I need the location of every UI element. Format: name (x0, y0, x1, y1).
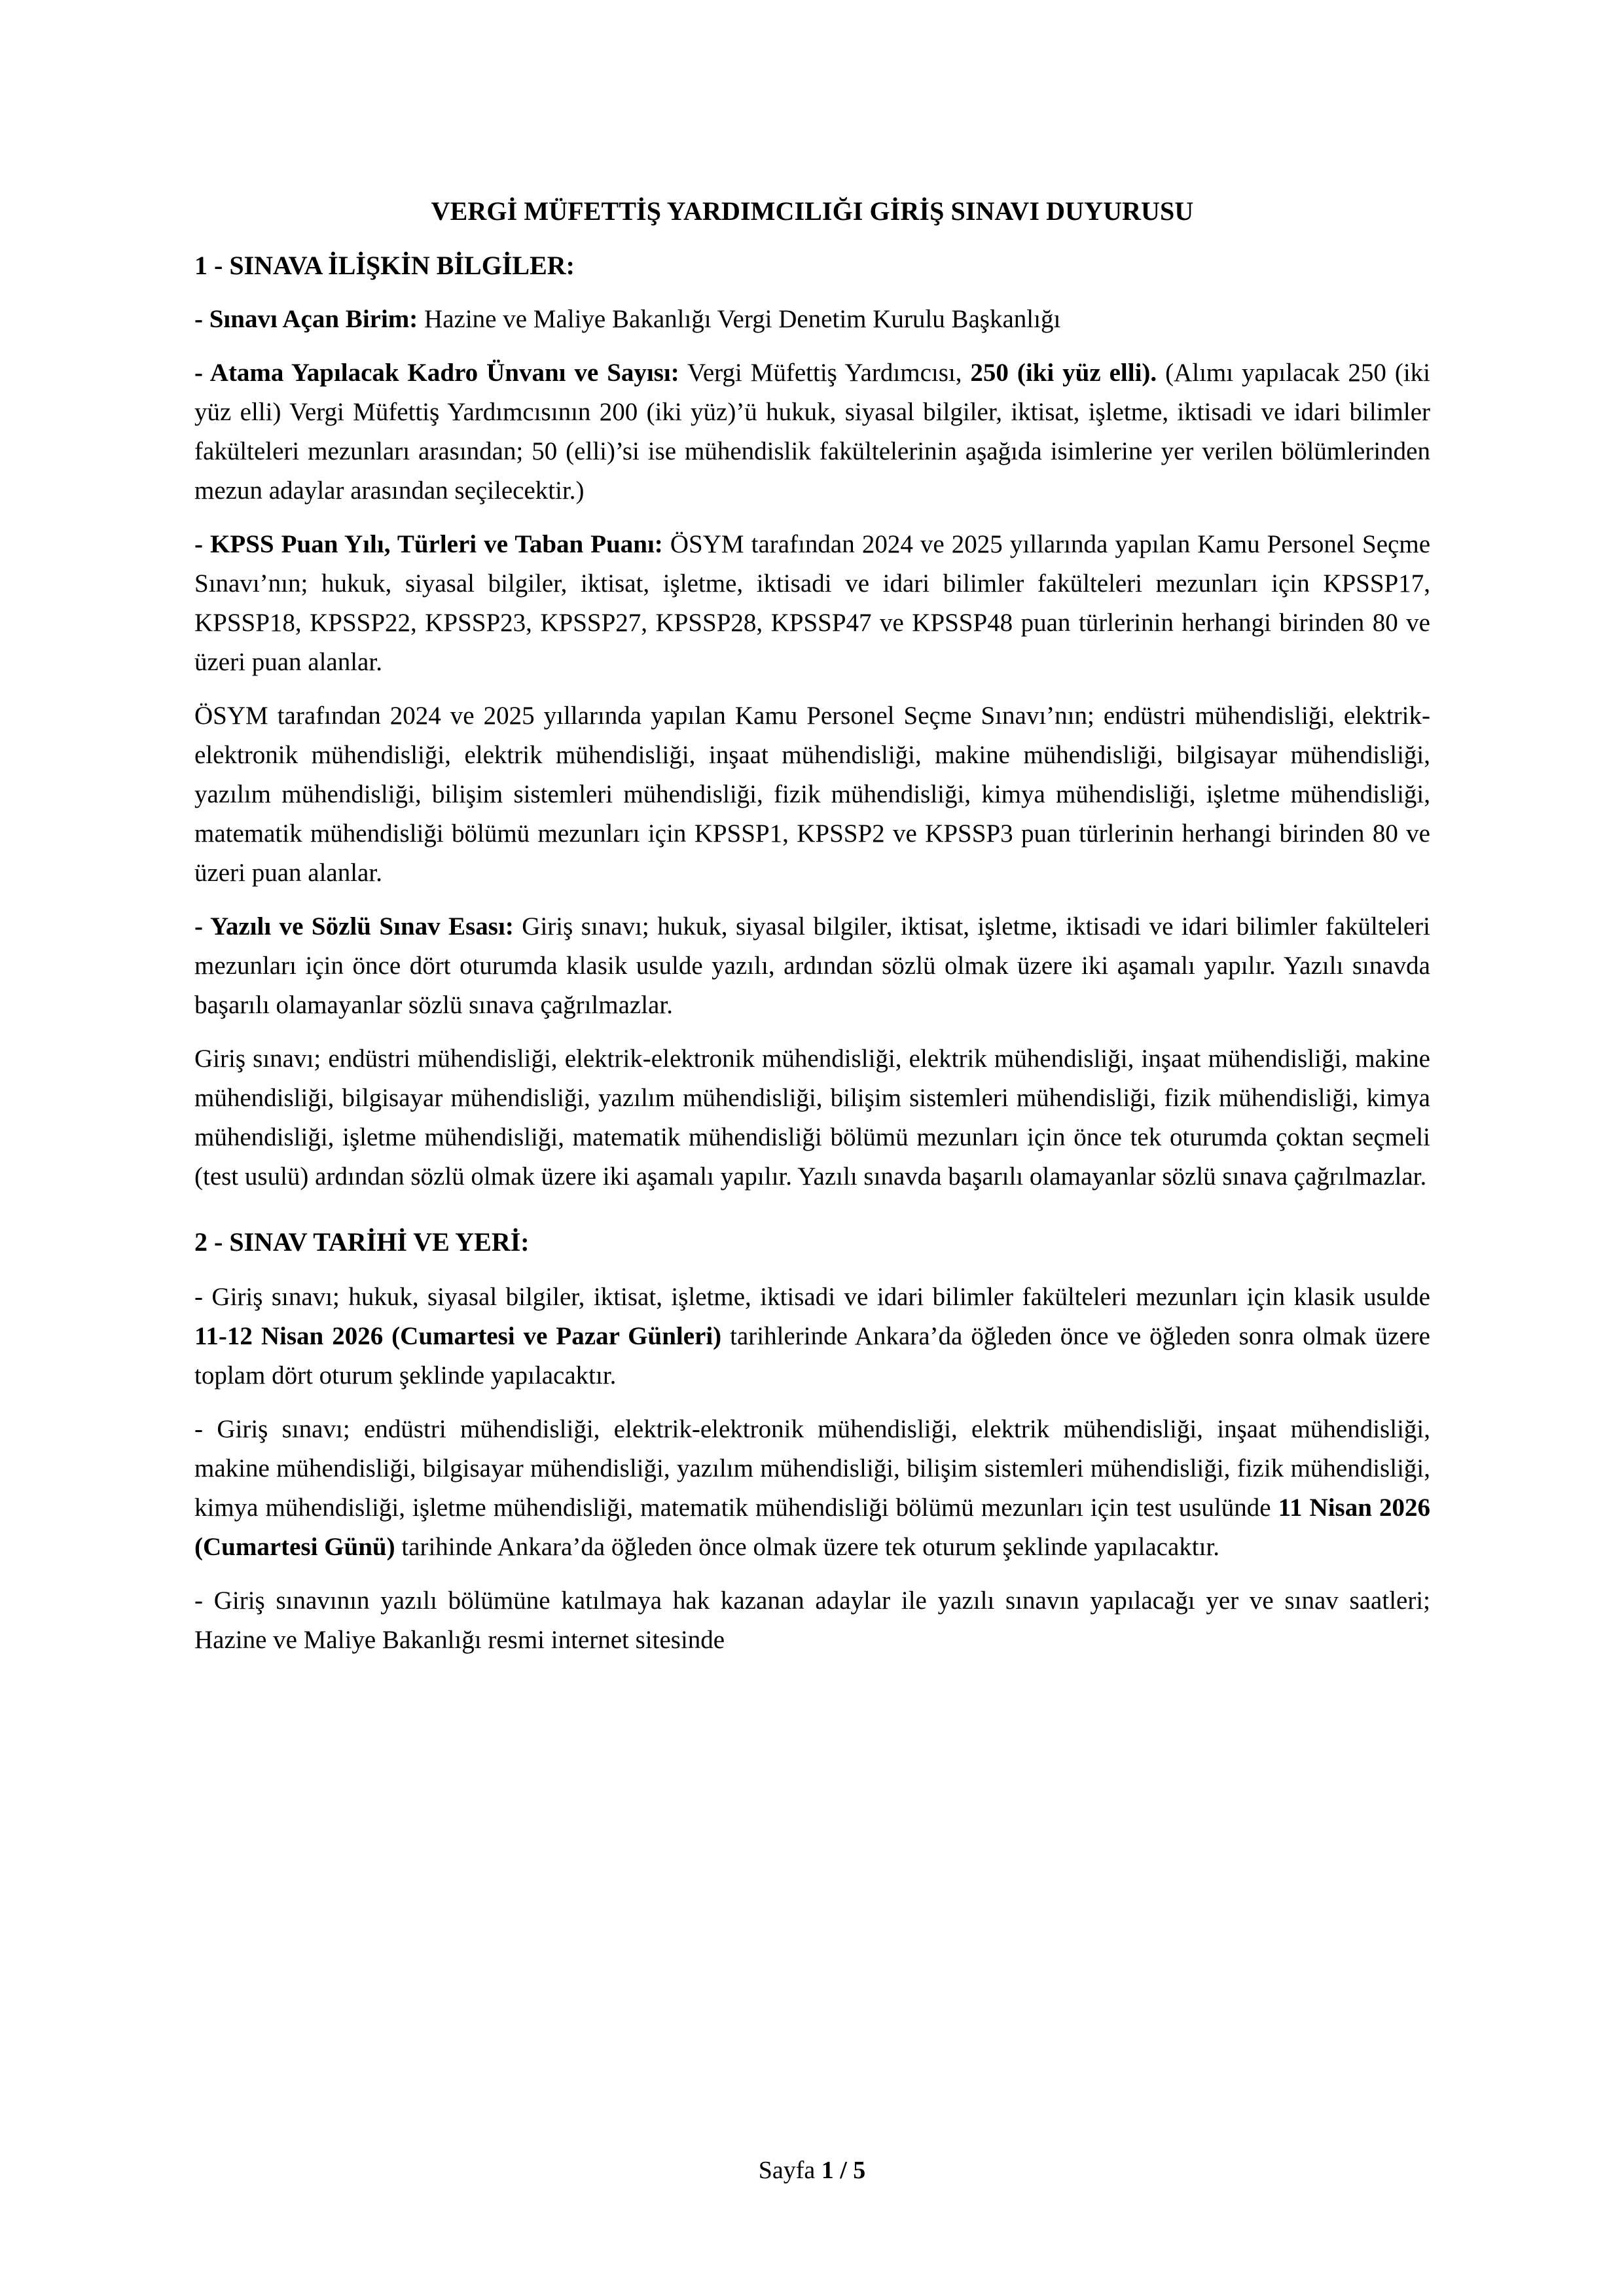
exam-basis-label: - Yazılı ve Sözlü Sınav Esası: (194, 912, 514, 941)
exam-basis-engineering-paragraph: Giriş sınavı; endüstri mühendisliği, elektrik-elektronik mühendisliği, elektrik mühendisliği, inşaat mühendisliği, makine mühendisliği, bilgisayar mühendisliği, yazılım mühendisliği, bilişim sistemleri mühendisliği, fizik mühendisliği, kimya mühendisliği, işletme mühendisliği, matematik mühendisliği bölümü mezunları için önce tek oturumda çoktan seçmeli (test usulü) ardından sözlü olmak üzere iki aşamalı yapılır. Yazılı sınavda başarılı olamayanlar sözlü sınava çağrılmazlar. (194, 1044, 1430, 1191)
exam-date-test-bullet (194, 1410, 1430, 1567)
exam-date-classic-bullet (194, 1278, 1430, 1395)
exam-authority-value: Hazine ve Maliye Bakanlığı Vergi Denetim Kurulu Başkanlığı (418, 304, 1061, 333)
exam-authority-item (194, 300, 1430, 339)
exam-date-test-lead: - Giriş sınavı; endüstri mühendisliği, elektrik-elektronik mühendisliği, elektrik mühendisliği, inşaat mühendisliği, makine mühendisliği, bilgisayar mühendisliği, yazılım mühendisliği, bilişim sistemleri mühendisliği, fizik mühendisliği, kimya mühendisliği, işletme mühendisliği, matematik mühendisliği bölümü mezunları için test usulünde (194, 1414, 1430, 1522)
quota-paragraph: (Alımı yapılacak 250 (iki yüz elli) Vergi Müfettiş Yardımcısının 200 (iki yüz)’ü hukuk, siyasal bilgiler, iktisat, işletme, iktisadi ve idari bilimler fakülteleri mezunları arasından; 50 (elli)’si ise mühendislik fakültelerinin aşağıda isimlerine yer verilen bölümlerinden mezun adaylar arasından seçilecektir.) (194, 358, 1430, 505)
page-footer (0, 2156, 1624, 2186)
exam-date-classic-lead: - Giriş sınavı; hukuk, siyasal bilgiler, iktisat, işletme, iktisadi ve idari bilimler fakülteleri mezunları için klasik usulde (194, 1282, 1430, 1311)
footer-label: Sayfa (758, 2157, 816, 2185)
exam-date-test-tail: tarihinde Ankara’da öğleden önce olmak üzere tek oturum şeklinde yapılacaktır. (395, 1532, 1220, 1561)
section-1-heading: 1 - SINAVA İLİŞKİN BİLGİLER: (194, 250, 575, 280)
exam-basis-item (194, 907, 1430, 1025)
footer-page-number: 1 / 5 (821, 2157, 866, 2185)
kpss-scores-item (194, 525, 1430, 682)
position-count-number: 250 (iki yüz elli). (970, 358, 1157, 387)
kpss-scores-value: ÖSYM tarafından 2024 ve 2025 yıllarında yapılan Kamu Personel Seçme Sınavı’nın; hukuk, siyasal bilgiler, iktisat, işletme, iktisadi ve idari bilimler fakülteleri mezunları için KPSSP17, KPSSP18, KPSSP22, KPSSP23, KPSSP27, KPSSP28, KPSSP47 ve KPSSP48 puan türlerinin herhangi birinden 80 ve üzeri puan alanlar. (194, 529, 1431, 676)
exam-authority-label: - Sınavı Açan Birim: (194, 304, 418, 333)
exam-venue-bullet: - Giriş sınavının yazılı bölümüne katılmaya hak kazanan adaylar ile yazılı sınavın yapılacağı yer ve sınav saatleri; Hazine ve Maliye Bakanlığı resmi internet sitesinde (194, 1586, 1430, 1654)
page-title: VERGİ MÜFETTİŞ YARDIMCILIĞI GİRİŞ SINAVI DUYURUSU (431, 196, 1194, 226)
position-count-label: - Atama Yapılacak Kadro Ünvanı ve Sayısı: (194, 358, 679, 387)
exam-date-classic-date: 11-12 Nisan 2026 (Cumartesi ve Pazar Günleri) (194, 1321, 722, 1350)
exam-basis-value: Giriş sınavı; hukuk, siyasal bilgiler, iktisat, işletme, iktisadi ve idari bilimler fakülteleri mezunları için önce dört oturumda klasik usulde yazılı, ardından sözlü olmak üzere iki aşamalı yapılır. Yazılı sınavda başarılı olamayanlar sözlü sınava çağrılmazlar. (194, 912, 1430, 1019)
position-count-value: Vergi Müfettiş Yardımcısı, (679, 358, 971, 387)
exam-date-classic-tail: tarihlerinde Ankara’da öğleden önce ve öğleden sonra olmak üzere toplam dört oturum şeklinde yapılacaktır. (194, 1321, 1430, 1390)
position-count-item (194, 353, 1430, 511)
exam-date-test-date: 11 Nisan 2026 (Cumartesi Günü) (194, 1493, 1430, 1561)
kpss-engineering-paragraph: ÖSYM tarafından 2024 ve 2025 yıllarında yapılan Kamu Personel Seçme Sınavı’nın; endüstri mühendisliği, elektrik-elektronik mühendisliği, elektrik mühendisliği, inşaat mühendisliği, makine mühendisliği, bilgisayar mühendisliği, yazılım mühendisliği, bilişim sistemleri mühendisliği, fizik mühendisliği, kimya mühendisliği, işletme mühendisliği, matematik mühendisliği bölümü mezunları için KPSSP1, KPSSP2 ve KPSSP3 puan türlerinin herhangi birinden 80 ve üzeri puan alanlar. (194, 701, 1430, 887)
kpss-scores-label: - KPSS Puan Yılı, Türleri ve Taban Puanı: (194, 529, 663, 558)
section-2-heading: 2 - SINAV TARİHİ VE YERİ: (194, 1227, 530, 1257)
